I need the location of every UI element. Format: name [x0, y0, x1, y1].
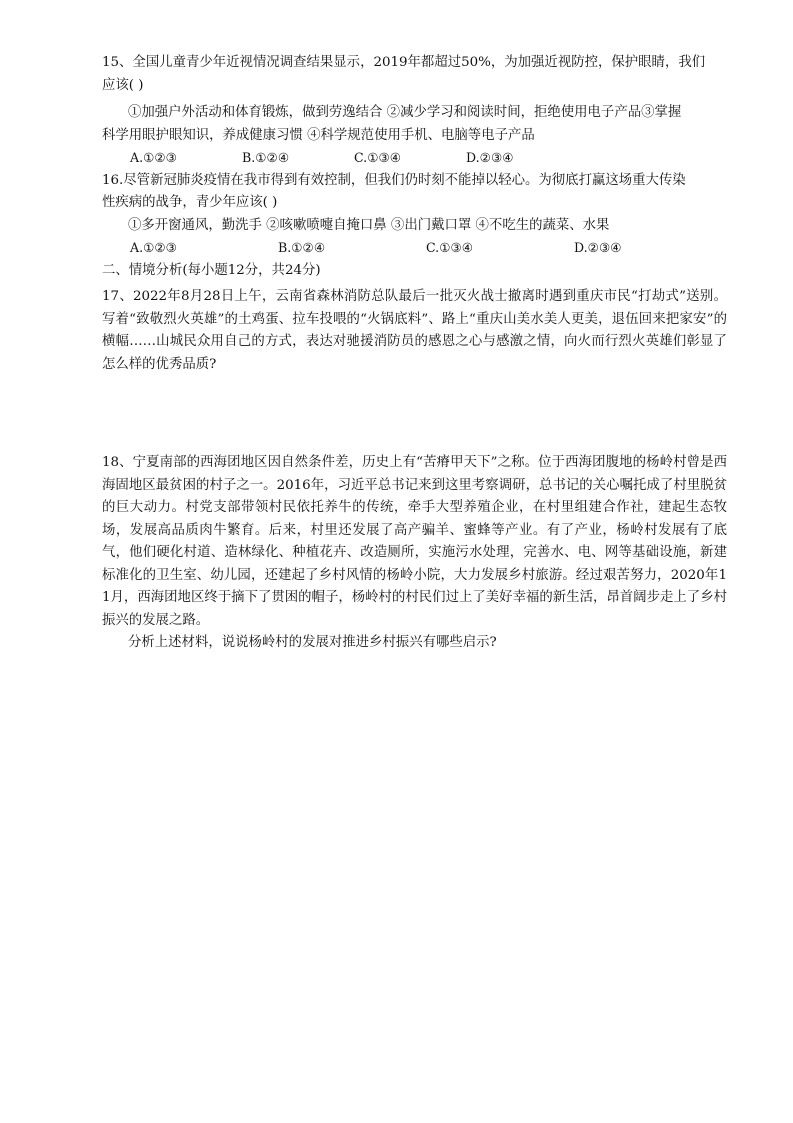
q15-stem-line2: 应该( ) [102, 77, 144, 93]
q15-choice-b: B.①②④ [242, 150, 290, 165]
exam-page [102, 52, 727, 655]
question-16 [102, 170, 727, 260]
section-2-title: 二、情境分析(每小题12分，共24分) [102, 262, 321, 278]
q16-choice-d: D.②③④ [574, 240, 622, 255]
q15-choice-d: D.②③④ [466, 150, 514, 165]
q15-stem-line1: 15、全国儿童青少年近视情况调查结果显示，2019年都超过50%，为加强近视防控，保护眼睛，我们 [102, 55, 706, 70]
q15-choice-a: A.①②③ [130, 150, 177, 165]
q18-question: 分析上述材料，说说杨岭村的发展对推进乡村振兴有哪些启示? [128, 635, 497, 650]
q16-stem-line2: 性疾病的战争，青少年应该( ) [102, 195, 278, 210]
question-15 [102, 52, 727, 170]
question-18 [102, 452, 727, 655]
q15-options-line1: ①加强户外活动和体育锻炼，做到劳逸结合 ②减少学习和阅读时间，拒绝使用电子产品③掌握 [128, 105, 682, 120]
q15-choices [102, 147, 727, 170]
question-17 [102, 286, 727, 376]
q16-choice-b: B.①②④ [278, 240, 326, 255]
q18-text: 18、宁夏南部的西海团地区因自然条件差，历史上有“苦瘠甲天下”之称。位于西海团腹地的杨岭村曾是西海固地区最贫困的村子之一。2016年，习近平总书记来到这里考察调研，总书记的关心嘱托成了村里脱贫的巨大动力。村党支部带领村民依托养牛的传统，牵手大型养殖企业，在村里组建合作社，建起生态牧场，发展高品质肉牛繁育。后来，村里还发展了高产骗羊、蜜蜂等产业。有了产业，杨岭村发展有了底气，他们硬化村道、造林绿化、种植花卉、改造厕所，实施污水处理，完善水、电、网等基础设施，新建标准化的卫生室、幼儿园，还建起了乡村风情的杨岭小院，大力发展乡村旅游。经过艰苦努力，2020年11月，西海团地区终于摘下了贯困的帽子，杨岭村的村民们过上了美好幸福的新生活，昂首阔步走上了乡村振兴的发展之路。 [102, 455, 727, 628]
q16-stem-line1: 16.尽管新冠肺炎疫情在我市得到有效控制，但我们仍时刻不能掉以轻心。为彻底打赢这场重大传染 [102, 172, 686, 188]
q16-options-line1: ①多开窗通风，勤洗手 ②咳嗽喷嚏自掩口鼻 ③出门戴口罩 ④不吃生的蔬菜、水果 [128, 217, 610, 233]
q16-choice-c: C.①③④ [426, 240, 474, 255]
q15-choice-c: C.①③④ [354, 150, 402, 165]
q17-text: 17、2022年8月28日上午，云南省森林消防总队最后一批灭火战士撤离时遇到重庆市民“打劫式”送别。写着“致敬烈火英雄”的土鸡蛋、拉车投喂的“火锅底料”、路上“重庆山美水美人更美，退伍回来把家安”的横幅……山城民众用自己的方式，表达对驰援消防员的感恩之心与感激之情，向火而行烈火英雄们彰显了怎么样的优秀品质? [102, 289, 727, 372]
q16-choice-a: A.①②③ [130, 240, 177, 255]
q15-options-line2: 科学用眼护眼知识，养成健康习惯 ④科学规范使用手机、电脑等电子产品 [102, 127, 535, 143]
q16-choices [102, 237, 727, 260]
